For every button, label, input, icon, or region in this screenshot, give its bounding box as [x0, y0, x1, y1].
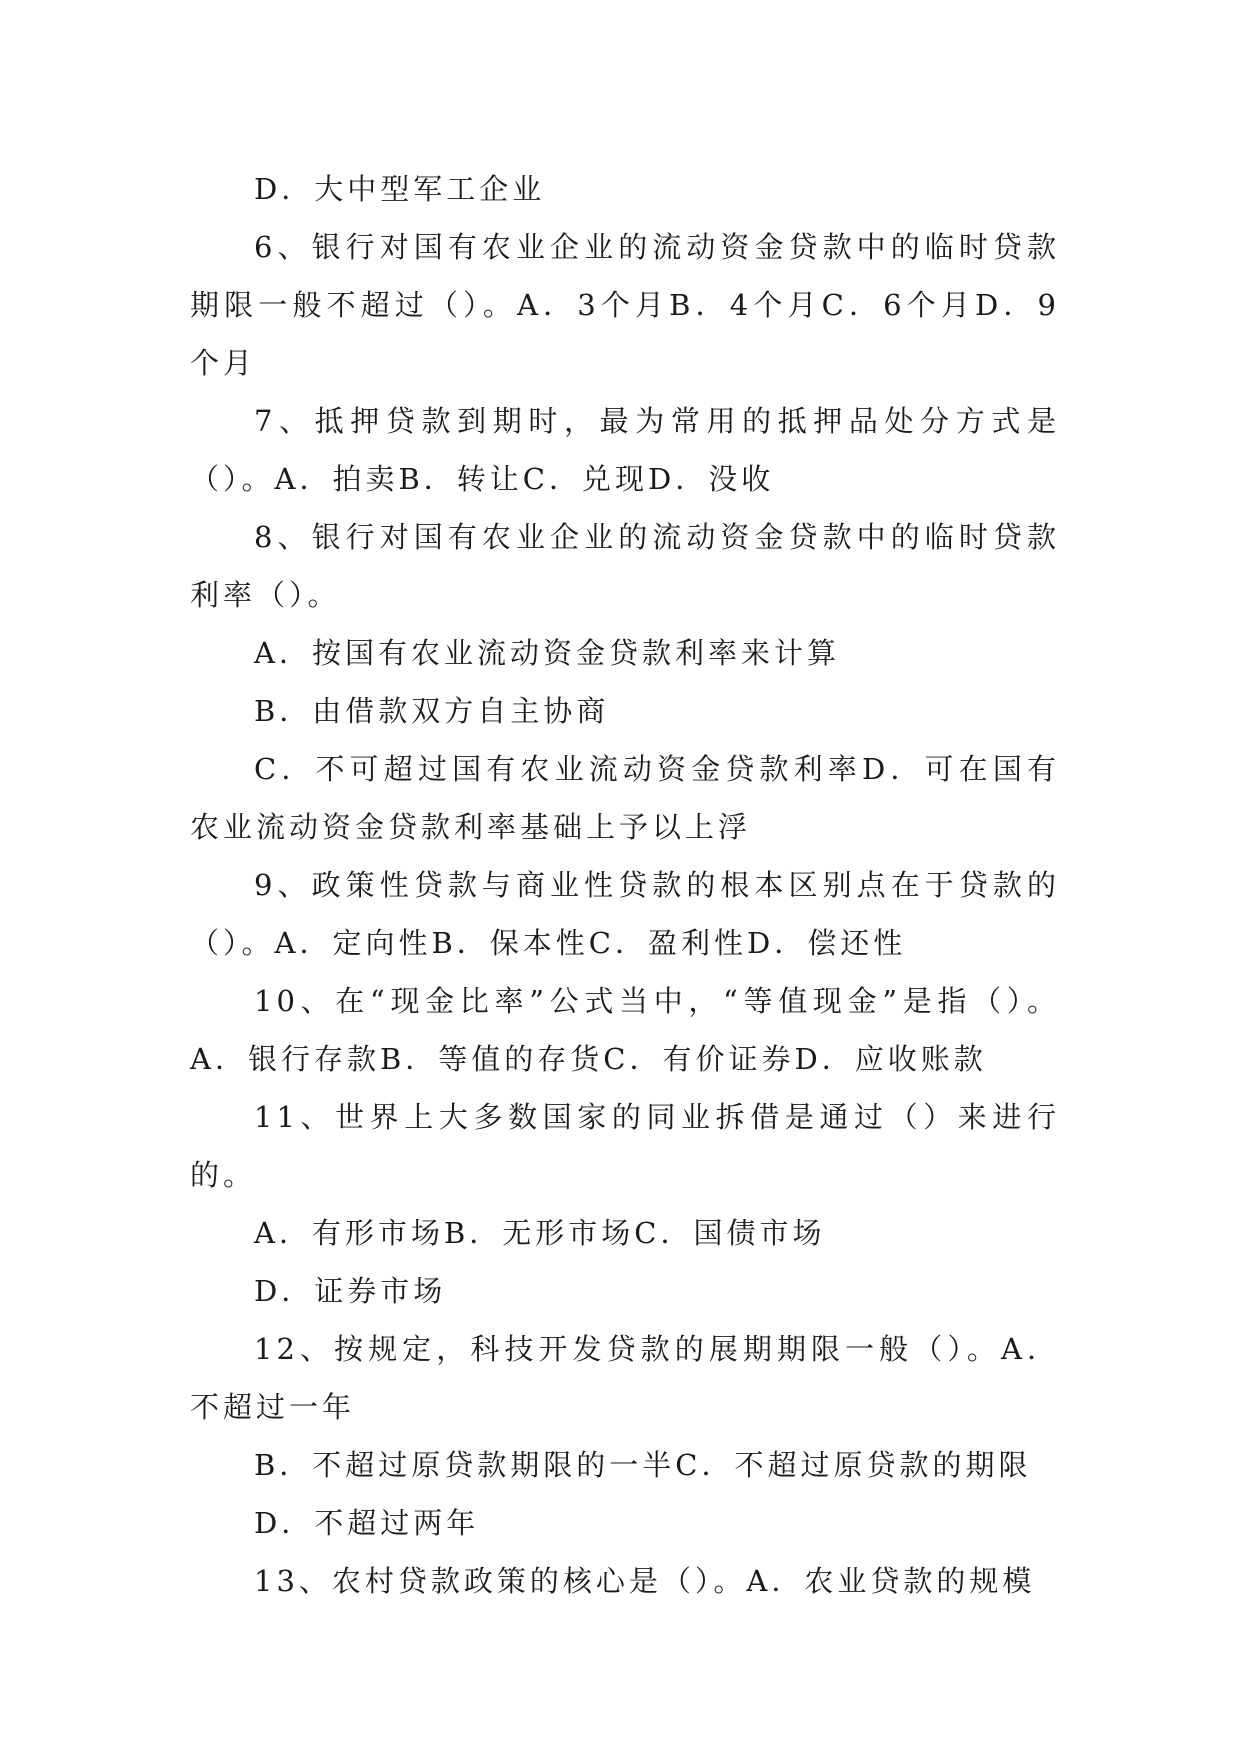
question-11: 11、世界上大多数国家的同业拆借是通过（）来进行的。 — [190, 1100, 1060, 1192]
question-9: 9、政策性贷款与商业性贷款的根本区别点在于贷款的（）。A．定向性B．保本性C．盈利性D．偿还性 — [190, 868, 1060, 960]
option-b-c: B．不超过原贷款期限的一半C．不超过原贷款的期限 — [254, 1448, 1032, 1482]
paragraph: D．大中型军工企业 — [254, 172, 546, 206]
option-a-b-c: A．有形市场B．无形市场C．国债市场 — [254, 1216, 826, 1250]
option-c-d: C．不可超过国有农业流动资金贷款利率D．可在国有农业流动资金贷款利率基础上予以上浮 — [190, 752, 1060, 844]
document-body — [190, 160, 1060, 1610]
question-6: 6、银行对国有农业企业的流动资金贷款中的临时贷款期限一般不超过（）。A．3个月B．4个月C．6个月D．9个月 — [190, 230, 1060, 380]
option-d: D．不超过两年 — [254, 1506, 480, 1540]
question-7: 7、抵押贷款到期时，最为常用的抵押品处分方式是（）。A．拍卖B．转让C．兑现D．没收 — [190, 404, 1060, 496]
question-8: 8、银行对国有农业企业的流动资金贷款中的临时贷款利率（）。 — [190, 520, 1060, 612]
option-b: B．由借款双方自主协商 — [254, 694, 610, 728]
option-d: D．证券市场 — [254, 1274, 447, 1308]
question-10: 10、在“现金比率”公式当中，“等值现金”是指（）。A．银行存款B．等值的存货C．有价证券D．应收账款 — [190, 984, 1060, 1076]
question-12: 12、按规定，科技开发贷款的展期期限一般（）。A．不超过一年 — [190, 1332, 1060, 1424]
question-13: 13、农村贷款政策的核心是（）。A．农业贷款的规模 — [254, 1564, 1036, 1598]
option-a: A．按国有农业流动资金贷款利率来计算 — [254, 636, 840, 670]
